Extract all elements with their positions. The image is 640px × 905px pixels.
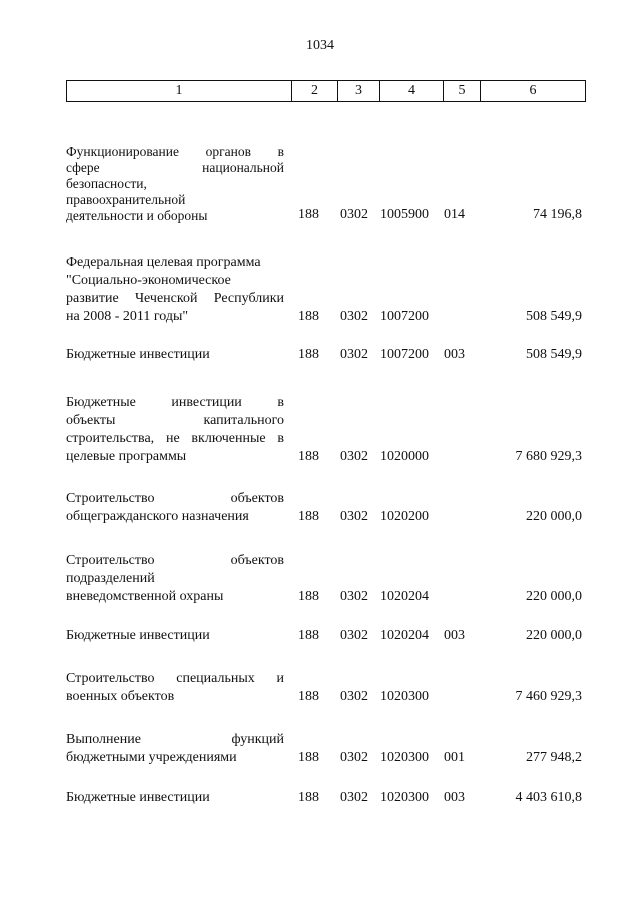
section-code: 0302 <box>340 589 368 604</box>
row-description: Бюджетные инвестиции <box>66 347 210 362</box>
header-col-3: 3 <box>338 81 380 101</box>
expense-type: 014 <box>444 207 465 222</box>
amount: 7 680 929,3 <box>515 449 582 464</box>
section-code: 0302 <box>340 309 368 324</box>
table-row <box>66 552 586 606</box>
expense-type: 003 <box>444 347 465 362</box>
target-code: 1007200 <box>380 309 429 324</box>
table-row <box>66 394 586 466</box>
ministry-code: 188 <box>298 628 319 643</box>
table-row <box>66 731 586 767</box>
row-description: Федеральная целевая программа "Социально-экономическое развитие Чеченской Республики на 2008 - 2011 годы" <box>66 255 284 324</box>
ministry-code: 188 <box>298 509 319 524</box>
amount: 4 403 610,8 <box>515 790 582 805</box>
target-code: 1020300 <box>380 689 429 704</box>
row-description: Функционирование органов в сфере национальной безопасности, правоохранительной деятельности и обороны <box>66 144 284 223</box>
amount: 277 948,2 <box>526 750 582 765</box>
target-code: 1020200 <box>380 509 429 524</box>
section-code: 0302 <box>340 750 368 765</box>
target-code: 1007200 <box>380 347 429 362</box>
target-code: 1005900 <box>380 207 429 222</box>
section-code: 0302 <box>340 509 368 524</box>
section-code: 0302 <box>340 207 368 222</box>
row-description: Строительство специальных и военных объектов <box>66 671 284 704</box>
row-description: Строительство объектов общегражданского назначения <box>66 491 284 524</box>
row-description: Бюджетные инвестиции <box>66 628 210 643</box>
row-description: Выполнение функций бюджетными учреждениями <box>66 732 284 765</box>
target-code: 1020204 <box>380 628 429 643</box>
page-number: 1034 <box>306 38 334 53</box>
ministry-code: 188 <box>298 309 319 324</box>
target-code: 1020300 <box>380 790 429 805</box>
ministry-code: 188 <box>298 449 319 464</box>
header-col-2: 2 <box>292 81 338 101</box>
expense-type: 001 <box>444 750 465 765</box>
header-col-5: 5 <box>444 81 481 101</box>
ministry-code: 188 <box>298 589 319 604</box>
expense-type: 003 <box>444 790 465 805</box>
amount: 7 460 929,3 <box>515 689 582 704</box>
amount: 220 000,0 <box>526 628 582 643</box>
target-code: 1020000 <box>380 449 429 464</box>
row-description: Строительство объектов подразделений вневедомственной охраны <box>66 553 284 604</box>
target-code: 1020204 <box>380 589 429 604</box>
expense-type: 003 <box>444 628 465 643</box>
section-code: 0302 <box>340 449 368 464</box>
section-code: 0302 <box>340 790 368 805</box>
table-row <box>66 490 586 526</box>
target-code: 1020300 <box>380 750 429 765</box>
ministry-code: 188 <box>298 207 319 222</box>
table-header <box>66 80 586 102</box>
row-description: Бюджетные инвестиции в объекты капитального строительства, не включенные в целевые программы <box>66 395 284 464</box>
amount: 508 549,9 <box>526 347 582 362</box>
ministry-code: 188 <box>298 790 319 805</box>
header-col-4: 4 <box>380 81 444 101</box>
section-code: 0302 <box>340 628 368 643</box>
amount: 508 549,9 <box>526 309 582 324</box>
amount: 220 000,0 <box>526 589 582 604</box>
header-col-6: 6 <box>529 83 537 98</box>
table-row <box>66 627 586 645</box>
table-row <box>66 789 586 807</box>
ministry-code: 188 <box>298 750 319 765</box>
section-code: 0302 <box>340 347 368 362</box>
ministry-code: 188 <box>298 689 319 704</box>
table-row <box>66 254 586 326</box>
amount: 220 000,0 <box>526 509 582 524</box>
table-row <box>66 346 586 364</box>
row-description: Бюджетные инвестиции <box>66 790 210 805</box>
header-col-1: 1 <box>67 81 292 101</box>
table-row <box>66 670 586 706</box>
table-row <box>66 140 586 224</box>
ministry-code: 188 <box>298 347 319 362</box>
amount: 74 196,8 <box>533 207 582 222</box>
section-code: 0302 <box>340 689 368 704</box>
